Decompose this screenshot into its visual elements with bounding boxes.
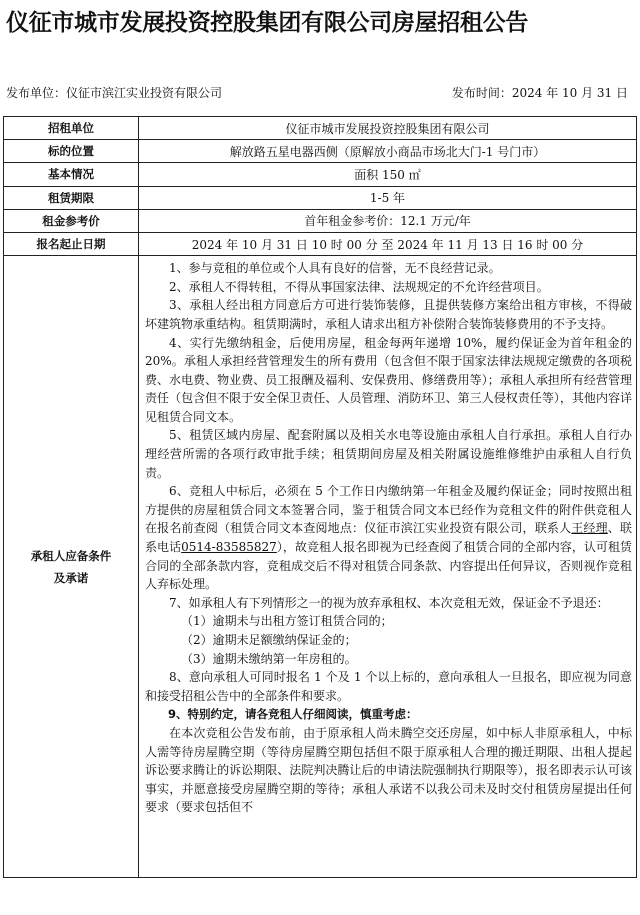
term-4: 4、实行先缴纳租金，后使用房屋，租金每两年递增 10%，履约保证金为首年租金的 20%。承租人承担经营管理发生的所有费用（包含但不限于国家法律法规规定缴费的各项税费、水电费、物业费、员工报酬及福利、安保费用、修缮费用等）；承租人承担所有经营管理责任（包含但不限于安全保卫责任、人员管理、消防环卫、第三人侵权责任等），其他内容详见租赁合同文本。 bbox=[145, 335, 632, 424]
terms-content bbox=[139, 256, 637, 878]
row-label: 标的位置 bbox=[4, 140, 139, 163]
row-value: 2024 年 10 月 31 日 10 时 00 分 至 2024 年 11 月 13 日 16 时 00 分 bbox=[139, 232, 637, 255]
term-6-part-c: ），故竞租人报名即视为已经查阅了租赁合同的全部内容，认可租赁合同的全部条款内容，竞租成交后不得对租赁合同条款、内容提出任何异议，否则视作竞租人弃标处理。 bbox=[145, 540, 632, 592]
term-6 bbox=[145, 482, 632, 594]
terms-label-line2: 及承诺 bbox=[53, 570, 89, 585]
table-row bbox=[4, 186, 637, 209]
row-value: 1-5 年 bbox=[139, 186, 637, 209]
term-6-part-b: 、联系电话 bbox=[145, 521, 632, 555]
contact-person: 王经理 bbox=[571, 521, 608, 536]
row-value: 仪征市城市发展投资控股集团有限公司 bbox=[139, 117, 637, 140]
term-10: 在本次竞租公告发布前，由于原承租人尚未腾空交还房屋，如中标人非原承租人，中标人需等待房屋腾空期（等待房屋腾空期包括但不限于原承租人合理的搬迁期限、出租人提起诉讼要求腾让的诉讼期限、法院判决腾让后的申请法院强制执行期限等），报名即表示认可该事实，并愿意接受房屋腾空期的等待；承租人承诺不以我公司未及时交付租赁房屋提出任何要求（要求包括但不 bbox=[145, 725, 632, 815]
terms-label bbox=[4, 256, 139, 878]
table-row bbox=[4, 232, 637, 255]
table-row bbox=[4, 163, 637, 186]
publish-time: 发布时间：2024 年 10 月 31 日 bbox=[451, 86, 628, 100]
table-row bbox=[4, 117, 637, 140]
row-label: 基本情况 bbox=[4, 163, 139, 186]
term-2: 2、承租人不得转租，不得从事国家法律、法规规定的不允许经营项目。 bbox=[169, 279, 549, 294]
contact-phone: 0514-83585827 bbox=[181, 540, 277, 555]
term-5: 5、租赁区域内房屋、配套附属以及相关水电等设施由承租人自行承担。承租人自行办理经营所需的各项行政审批手续；租赁期间房屋及相关附属设施维修维护由承租人自行负责。 bbox=[145, 428, 632, 480]
row-value: 首年租金参考价：12.1 万元/年 bbox=[139, 209, 637, 232]
table-row bbox=[4, 209, 637, 232]
terms-label-line1: 承租人应备条件 bbox=[30, 548, 112, 563]
page-title: 仪征市城市发展投资控股集团有限公司房屋招租公告 bbox=[6, 10, 529, 36]
row-label: 租赁期限 bbox=[4, 186, 139, 209]
terms-body bbox=[145, 259, 632, 877]
row-label: 租金参考价 bbox=[4, 209, 139, 232]
term-7-item-1: （1）逾期未与出租方签订租赁合同的； bbox=[181, 614, 393, 629]
term-6-part-a: 6、竞租人中标后，必须在 5 个工作日内缴纳第一年租金及履约保证金；同时按照出租方提供的房屋租赁合同文本签署合同，鉴于租赁合同文本已经作为竞租文件的附件供竞租人在报名前查阅（租赁合同文本查阅地点：仪征市滨江实业投资有限公司，联系人 bbox=[145, 484, 632, 536]
table-row bbox=[4, 140, 637, 163]
row-label: 招租单位 bbox=[4, 117, 139, 140]
rental-info-table bbox=[3, 116, 637, 878]
term-7: 7、如承租人有下列情形之一的视为放弃承租权、本次竞租无效，保证金不予退还： bbox=[169, 595, 609, 610]
row-label: 报名起止日期 bbox=[4, 232, 139, 255]
term-7-item-2: （2）逾期未足额缴纳保证金的； bbox=[181, 633, 357, 647]
term-8: 8、意向承租人可同时报名 1 个及 1 个以上标的，意向承租人一旦报名，即应视为同意和接受招租公告中的全部条件和要求。 bbox=[145, 670, 632, 703]
publisher: 发布单位：仪征市滨江实业投资有限公司 bbox=[6, 86, 223, 100]
terms-row bbox=[4, 256, 637, 878]
row-value: 解放路五星电器西侧（原解放小商品市场北大门-1 号门市） bbox=[139, 140, 637, 163]
row-value: 面积 150 ㎡ bbox=[139, 163, 637, 186]
term-1: 1、参与竞租的单位或个人具有良好的信誉，无不良经营记录。 bbox=[169, 261, 501, 276]
term-7-item-3: （3）逾期未缴纳第一年房租的。 bbox=[181, 651, 357, 666]
term-3: 3、承租人经出租方同意后方可进行装饰装修，且提供装修方案给出租方审核，不得破坏建筑物承重结构。租赁期满时，承租人请求出租方补偿附合装饰装修费用的不予支持。 bbox=[145, 298, 632, 331]
term-9: 9、特别约定，请各竞租人仔细阅读，慎重考虑： bbox=[168, 707, 418, 722]
